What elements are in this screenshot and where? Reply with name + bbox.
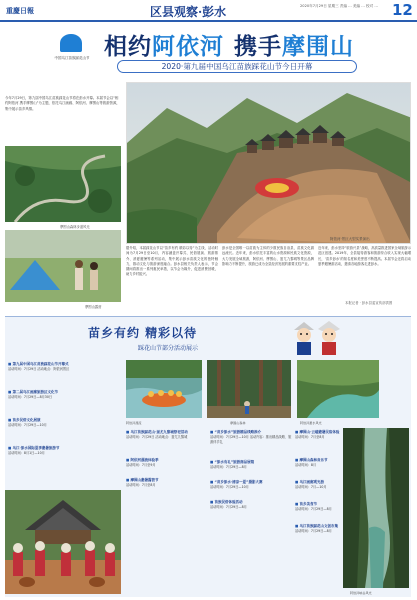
event-item [295, 480, 341, 490]
event-item-title: ■ 摩围山森林音乐节 [295, 458, 341, 463]
body-column-1: 据介绍，本届踩花山节以“苗乡有约 精彩以待”为主线，活动时间为7月29日至10月，内容涵盖开幕式、民俗展演、旅游推介、消夏避暑等系列活动，集中展示彭水苗族文化的独特魅力，推动文化与旅游深度融合。彭水县相关负责人表示，节会期间将推出一系列惠民举措，以节会为媒介，促进消费回暖，助力乡村振兴。 [126, 246, 218, 277]
event-item-text: 活动时间：7月至9月 [126, 462, 156, 467]
event-item-text: 活动时间：7月29日—8月 [295, 506, 332, 511]
event-item-text: 活动时间：7月29日 活动地点：蚩尤九黎城 [126, 434, 188, 439]
event-item-title: ■ 乌江苗族踩花山文创市集 [295, 524, 341, 529]
event-item [8, 446, 120, 456]
event-item-title: ■ 苗族民俗体验活动 [210, 500, 292, 505]
event-item-title: ■ 苗乡民俗文化展演 [8, 418, 120, 423]
event-item-text: 活动时间：7月29日—10月 活动内容：推出精品线路、旅游伴手礼 [210, 434, 292, 444]
hero-photo-caption: 阿依河·景区大型实景演出 [330, 237, 370, 241]
event-section-title: 苗乡有约 精彩以待 [88, 326, 198, 340]
subheadline: 2020·第九届中国乌江苗族踩花山节今日开幕 [117, 60, 357, 73]
issue-info: 2020年7月29日 星期三 责编 … 美编 … 校对 … [300, 4, 378, 8]
event-item [295, 502, 341, 512]
event-item-title: ■ “苗乡彭水·清凉一夏”摄影大赛 [210, 480, 292, 485]
event-item [8, 418, 120, 428]
event-item-title: ■ 乌江·彭水国际夏季避暑旅游节 [8, 446, 120, 451]
headline-part-4: 摩围山 [282, 33, 354, 60]
left-intro-text: 今年7月29日，第九届中国乌江苗族踩花山节将在彭水开幕。本届节会以“相约阿依河 携手摩围山”为主题，依托乌江画廊、阿依河、摩围山等旅游资源，集中展示苗乡风情。 [5, 96, 120, 111]
headline [104, 28, 354, 61]
event-item-title: ■ “苗乡彭水”旅游精品线路推介 [210, 430, 292, 435]
event-item-text: 活动时间：7月29日—8月 [210, 504, 247, 509]
logo-caption: 中国乌江苗族踩花山节 [54, 56, 90, 60]
mountain-road-photo [5, 146, 121, 222]
event-item [210, 430, 292, 444]
event-item-title: ■ 摩围山避暑露营节 [126, 478, 206, 483]
event-item [126, 458, 206, 468]
event-item-text: 活动时间：7月至8月 [295, 434, 325, 439]
left-photo-2-caption: 摩围山露营 [85, 305, 102, 309]
event-item-text: 活动时间：7月29日—10月 [210, 484, 249, 489]
event-item [210, 500, 292, 510]
village-performance-photo [5, 490, 121, 594]
mascot-boy-icon [291, 320, 317, 356]
event-item-text: 活动时间：7月29日—8月 [210, 464, 247, 469]
festival-logo [46, 32, 96, 70]
event-item [8, 390, 120, 400]
paper-name: 重慶日報 [6, 6, 34, 15]
page-number: 12 [392, 1, 413, 19]
headline-part-2: 阿依河 [152, 33, 224, 60]
event-item [8, 362, 120, 372]
body-column-3: 近年来，彭水坚持“旅游兴县”战略，高质量推进国家全域旅游示范区创建。2019年，全县接待游客和旅游综合收入实现大幅增长，‘苗乡彭水’的知名度和美誉度不断提高。本届节会还将启动夏季避暑游活动，邀请各地游客走进彭水。 [318, 246, 411, 266]
forest-photo-caption: 摩围山森林 [230, 421, 246, 425]
event-item-title: ■ 乌江画廊观光游 [295, 480, 341, 485]
event-item-text: 活动时间：7月—10月 [295, 484, 327, 489]
festival-emblem-icon [60, 34, 82, 52]
section-title: 区县观察·彭水 [150, 5, 227, 19]
headline-part-3: 携手 [234, 33, 282, 60]
event-item-text: 活动时间：8月1日—10月 [8, 450, 45, 455]
body-column-2: 彭水是全国唯一以苗族为主体的少数民族自治县，苗族文化源远流长。近年来，彭水依托丰富的山水资源和民族文化资源，大力发展全域旅游，阿依河、摩围山、蚩尤九黎城等景区品牌影响力不断提升，旅游已成为全县经济发展的重要支柱产业。 [222, 246, 314, 266]
byline: 本报记者 · 彭水县委宣传部供图 [345, 301, 393, 305]
event-item-text: 活动时间：7月29日—8月 [295, 528, 332, 533]
event-item-text: 活动时间：7月至8月 [126, 482, 156, 487]
event-item [126, 478, 206, 488]
forest-photo [207, 360, 291, 418]
lake-photo-caption: 阿依河碧水风光 [300, 421, 322, 425]
event-item-title: ■ 第九届中国乌江苗族踩花山节开幕式 [8, 362, 120, 367]
rafting-photo [126, 360, 202, 418]
headline-part-1: 相约 [104, 33, 152, 60]
event-item-title: ■ 第二届乌江画廊旅游区文化节 [8, 390, 120, 395]
event-item-title: ■ 苗乡美食节 [295, 502, 341, 507]
event-item-title: ■ 阿依河漂流体验季 [126, 458, 206, 463]
hero-photo [126, 82, 411, 244]
event-item-text: 活动时间：8月 [295, 462, 317, 467]
event-item-title: ■ 摩围山·云端避暑民宿体验 [295, 430, 341, 435]
event-section-subtitle: 踩花山节部分活动展示 [138, 345, 199, 352]
gorge-photo [343, 428, 409, 588]
lake-photo [297, 360, 379, 418]
event-item-text: 活动时间：7月29日—8月30日 [8, 394, 53, 399]
event-item [210, 480, 292, 490]
left-photo-1-caption: 摩围山森林步道风光 [60, 225, 90, 229]
rafting-photo-caption: 阿依河漂流 [126, 421, 142, 425]
event-item [126, 430, 206, 440]
event-item-text: 活动时间：7月29日—10月 [8, 422, 47, 427]
event-item [295, 524, 341, 534]
gorge-photo-caption: 阿依河峡谷风光 [350, 591, 372, 595]
mascot-girl-icon [316, 320, 342, 356]
event-item-text: 活动时间：7月29日 活动地点：阿依河景区 [8, 366, 70, 371]
event-item [210, 460, 292, 470]
event-item [295, 430, 341, 440]
event-item-title: ■ “彭水有礼”旅游商品展销 [210, 460, 292, 465]
event-item [295, 458, 341, 468]
camping-photo [5, 230, 121, 302]
event-item-title: ■ 乌江苗族踩花山·蚩尤九黎城祭祀活动 [126, 430, 206, 435]
